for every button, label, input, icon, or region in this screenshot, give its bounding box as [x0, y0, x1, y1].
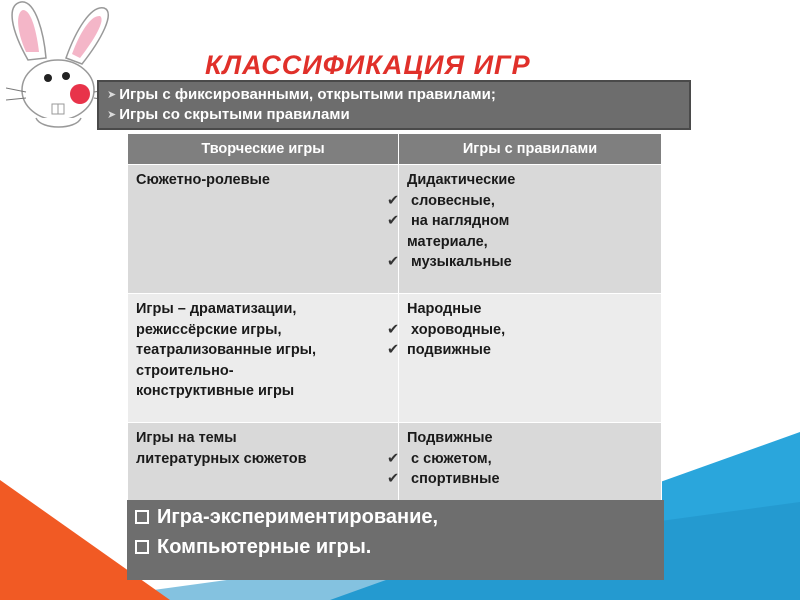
- header-creative-games: Творческие игры: [128, 134, 399, 165]
- cell-title: Подвижные: [407, 430, 493, 446]
- arrow-bullet-icon: ➤: [107, 89, 117, 101]
- table-cell: [387, 423, 662, 508]
- table-header-row: [128, 134, 662, 165]
- checkmark-icon: ✔: [387, 471, 400, 487]
- table-cell: [128, 423, 399, 508]
- checkmark-icon: ✔: [387, 450, 400, 467]
- table-cell: [128, 165, 399, 294]
- cell-text: режиссёрские игры,: [136, 321, 282, 338]
- rules-box: [97, 80, 691, 130]
- cell-text: строительно-: [136, 362, 234, 379]
- table-cell: [387, 294, 662, 423]
- cell-title: Народные: [407, 301, 482, 317]
- header-rule-games: Игры с правилами: [399, 134, 662, 165]
- list-item: материале,: [407, 233, 488, 250]
- cell-text: Сюжетно-ролевые: [136, 172, 270, 188]
- list-item: ✔ на наглядном: [407, 211, 653, 232]
- list-item: Компьютерные игры.: [135, 532, 656, 562]
- table-cell: [128, 294, 399, 423]
- checkmark-icon: ✔: [387, 342, 400, 358]
- cell-title: Дидактические: [407, 172, 516, 188]
- table-row: [128, 165, 662, 294]
- slide-title: КЛАССИФИКАЦИЯ ИГР: [205, 50, 531, 80]
- square-bullet-icon: [135, 540, 149, 554]
- list-item: ✔ с сюжетом,: [407, 449, 653, 470]
- list-item: Игра-экспериментирование,: [135, 502, 656, 532]
- cell-text: Игры на темы: [136, 430, 237, 446]
- list-item: ✔ подвижные: [407, 340, 653, 361]
- list-item: ✔ хороводные,: [407, 320, 653, 341]
- table-cell: [387, 165, 662, 294]
- rules-line-text: Игры с фиксированными, открытыми правилами;: [119, 86, 496, 103]
- table-row: [128, 423, 662, 508]
- table-row: [128, 294, 662, 423]
- cell-text: театрализованные игры,: [136, 342, 317, 358]
- cell-text: литературных сюжетов: [136, 450, 307, 467]
- rules-line: [107, 105, 681, 125]
- cell-text: Игры – драматизации,: [136, 301, 297, 317]
- checkmark-icon: ✔: [387, 254, 400, 270]
- games-classification-table: [127, 133, 662, 508]
- list-item: ✔ спортивные: [407, 469, 653, 490]
- rules-line-text: Игры со скрытыми правилами: [119, 106, 350, 123]
- square-bullet-icon: [135, 510, 149, 524]
- list-item: ✔ словесные,: [407, 191, 653, 212]
- checkmark-icon: ✔: [387, 192, 400, 209]
- checkmark-icon: ✔: [387, 213, 400, 229]
- rules-line: [107, 85, 681, 105]
- list-item: ✔ музыкальные: [407, 252, 653, 273]
- extra-games-box: [127, 500, 664, 580]
- cell-text: конструктивные игры: [136, 383, 295, 399]
- arrow-bullet-icon: ➤: [107, 109, 117, 121]
- checkmark-icon: ✔: [387, 321, 400, 338]
